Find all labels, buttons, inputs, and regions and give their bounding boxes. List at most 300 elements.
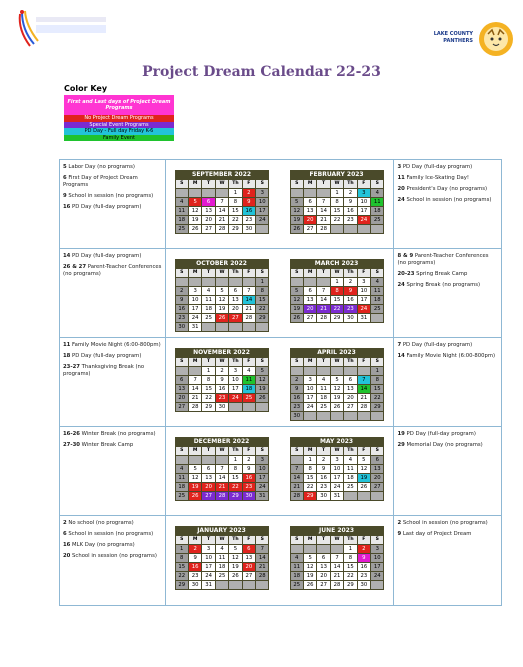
day-cell: 22 — [229, 483, 242, 492]
event-item: 11 Family Ice-Skating Day! — [397, 175, 470, 181]
weekday-header: W — [216, 358, 229, 367]
day-cell: 20 — [317, 572, 330, 581]
day-cell: 10 — [358, 287, 371, 296]
empty-day-cell — [243, 403, 256, 412]
day-cell: 27 — [344, 403, 357, 412]
empty-day-cell — [358, 367, 371, 376]
weekday-header: T — [317, 447, 330, 456]
empty-day-cell — [371, 581, 384, 590]
day-cell: 6 — [202, 198, 215, 207]
weekday-header: W — [331, 536, 344, 545]
day-cell: 11 — [243, 376, 256, 385]
event-item: 8 & 9 Parent-Teacher Conferences (no programs) — [397, 253, 489, 266]
day-cell: 28 — [189, 403, 202, 412]
table-row — [60, 160, 501, 249]
project-dream-logo — [12, 8, 112, 60]
day-cell: 24 — [189, 314, 202, 323]
day-cell: 21 — [216, 483, 229, 492]
empty-day-cell — [216, 581, 229, 590]
weekday-header: F — [243, 358, 256, 367]
empty-day-cell — [189, 456, 202, 465]
day-cell: 2 — [216, 367, 229, 376]
day-cell: 18 — [202, 305, 215, 314]
day-cell: 14 — [256, 554, 269, 563]
day-cell: 12 — [189, 474, 202, 483]
day-cell: 20 — [176, 394, 189, 403]
day-cell: 6 — [202, 465, 215, 474]
empty-day-cell — [216, 189, 229, 198]
day-cell: 18 — [344, 474, 357, 483]
day-cell: 19 — [331, 394, 344, 403]
key-first-last-days: First and Last days of Project Dream Programs — [64, 95, 174, 115]
day-cell: 31 — [189, 323, 202, 332]
day-cell: 15 — [304, 474, 317, 483]
day-cell: 18 — [317, 394, 330, 403]
month-calendar — [290, 348, 384, 421]
day-cell: 16 — [176, 305, 189, 314]
day-cell: 10 — [256, 198, 269, 207]
day-cell: 23 — [358, 572, 371, 581]
day-cell: 19 — [291, 216, 304, 225]
day-cell: 3 — [371, 545, 384, 554]
empty-day-cell — [243, 323, 256, 332]
month-calendar — [175, 348, 269, 412]
day-cell: 20 — [202, 216, 215, 225]
day-cell: 17 — [256, 207, 269, 216]
day-cell: 24 — [358, 305, 371, 314]
event-item: 27-30 Winter Break Camp — [63, 442, 134, 448]
weekday-header: F — [358, 180, 371, 189]
day-cell: 23 — [216, 394, 229, 403]
day-cell: 24 — [371, 572, 384, 581]
day-cell: 21 — [317, 216, 330, 225]
day-cell: 16 — [344, 296, 357, 305]
weekday-header: S — [176, 358, 189, 367]
day-cell: 3 — [202, 545, 215, 554]
empty-day-cell — [243, 581, 256, 590]
day-cell: 26 — [229, 572, 242, 581]
empty-day-cell — [358, 492, 371, 501]
event-item: 6 School in session (no programs) — [63, 531, 154, 537]
day-cell: 27 — [371, 483, 384, 492]
table-row — [60, 516, 501, 605]
key-family-event: Family Event — [64, 135, 174, 142]
weekday-header: M — [189, 536, 202, 545]
day-cell: 6 — [371, 456, 384, 465]
weekday-header: S — [176, 447, 189, 456]
day-cell: 22 — [331, 305, 344, 314]
empty-day-cell — [317, 412, 330, 421]
logo-line-1: LAKE COUNTY — [433, 31, 473, 37]
day-cell: 8 — [304, 465, 317, 474]
day-cell: 4 — [176, 465, 189, 474]
day-cell: 29 — [176, 581, 189, 590]
day-cell: 3 — [331, 456, 344, 465]
day-cell: 10 — [331, 465, 344, 474]
month-calendar — [290, 437, 384, 501]
day-cell: 20 — [202, 483, 215, 492]
day-cell: 15 — [256, 296, 269, 305]
day-cell: 8 — [229, 465, 242, 474]
calendar-table — [59, 159, 502, 606]
day-cell: 28 — [216, 492, 229, 501]
day-cell: 18 — [371, 207, 384, 216]
right-events — [394, 427, 501, 515]
day-cell: 11 — [371, 287, 384, 296]
day-cell: 11 — [344, 465, 357, 474]
event-item: 9 School in session (no programs) — [63, 193, 154, 199]
day-cell: 14 — [189, 385, 202, 394]
event-item: 23-27 Thanksgiving Break (no programs) — [63, 364, 145, 377]
weekday-header: Th — [229, 269, 242, 278]
day-cell: 4 — [317, 376, 330, 385]
empty-day-cell — [256, 225, 269, 234]
day-cell: 5 — [216, 287, 229, 296]
day-cell: 7 — [256, 545, 269, 554]
day-cell: 23 — [291, 403, 304, 412]
table-row — [60, 249, 501, 338]
event-item: 16-26 Winter Break (no programs) — [63, 431, 156, 437]
day-cell: 2 — [176, 287, 189, 296]
day-cell: 21 — [189, 394, 202, 403]
weekday-header: F — [358, 269, 371, 278]
day-cell: 1 — [331, 189, 344, 198]
weekday-header: W — [331, 180, 344, 189]
empty-day-cell — [331, 412, 344, 421]
empty-day-cell — [176, 278, 189, 287]
empty-day-cell — [344, 412, 357, 421]
day-cell: 15 — [202, 385, 215, 394]
empty-day-cell — [317, 278, 330, 287]
day-cell: 3 — [256, 189, 269, 198]
day-cell: 19 — [256, 385, 269, 394]
weekday-header: T — [202, 536, 215, 545]
empty-day-cell — [304, 189, 317, 198]
weekday-header: F — [243, 447, 256, 456]
day-cell: 27 — [202, 492, 215, 501]
day-cell: 1 — [256, 278, 269, 287]
day-cell: 7 — [331, 554, 344, 563]
day-cell: 23 — [243, 483, 256, 492]
day-cell: 19 — [189, 483, 202, 492]
day-cell: 7 — [291, 465, 304, 474]
day-cell: 28 — [317, 225, 330, 234]
month-name: FEBRUARY 2023 — [290, 170, 384, 179]
day-cell: 1 — [229, 456, 242, 465]
empty-day-cell — [256, 323, 269, 332]
day-cell: 1 — [371, 367, 384, 376]
day-cell: 9 — [176, 296, 189, 305]
day-cell: 22 — [202, 394, 215, 403]
day-cell: 13 — [317, 563, 330, 572]
event-item: 20 President's Day (no programs) — [397, 186, 488, 192]
day-cell: 14 — [243, 296, 256, 305]
weekday-header: S — [256, 180, 269, 189]
day-cell: 19 — [304, 572, 317, 581]
day-cell: 1 — [344, 545, 357, 554]
day-cell: 15 — [229, 207, 242, 216]
day-cell: 30 — [317, 492, 330, 501]
day-cell: 2 — [317, 456, 330, 465]
day-cell: 22 — [371, 394, 384, 403]
day-cell: 1 — [331, 278, 344, 287]
month-grid — [290, 446, 384, 501]
day-cell: 11 — [202, 296, 215, 305]
month-name: DECEMBER 2022 — [175, 437, 269, 446]
weekday-header: Th — [229, 536, 242, 545]
month-grid — [175, 179, 269, 234]
day-cell: 28 — [358, 403, 371, 412]
day-cell: 4 — [243, 367, 256, 376]
day-cell: 14 — [317, 296, 330, 305]
day-cell: 20 — [304, 305, 317, 314]
day-cell: 22 — [176, 572, 189, 581]
weekday-header: T — [202, 269, 215, 278]
day-cell: 4 — [216, 545, 229, 554]
day-cell: 6 — [304, 198, 317, 207]
day-cell: 12 — [331, 385, 344, 394]
day-cell: 13 — [176, 385, 189, 394]
day-cell: 29 — [331, 314, 344, 323]
month-grid — [290, 357, 384, 421]
event-item: 16 PD Day (full-day program) — [63, 204, 142, 210]
event-item: 24 School in session (no programs) — [397, 197, 492, 203]
empty-day-cell — [176, 367, 189, 376]
event-item: 16 MLK Day (no programs) — [63, 542, 135, 548]
lake-county-logo-text — [434, 31, 473, 45]
day-cell: 19 — [358, 474, 371, 483]
day-cell: 7 — [216, 465, 229, 474]
day-cell: 24 — [304, 403, 317, 412]
day-cell: 13 — [229, 296, 242, 305]
day-cell: 12 — [304, 563, 317, 572]
weekday-header: S — [371, 536, 384, 545]
event-item: 18 PD Day (full-day program) — [63, 353, 142, 359]
event-item: 9 Last day of Project Dream — [397, 531, 472, 537]
day-cell: 11 — [176, 474, 189, 483]
day-cell: 21 — [317, 305, 330, 314]
day-cell: 17 — [229, 385, 242, 394]
right-events — [394, 160, 501, 248]
right-events — [394, 249, 501, 337]
day-cell: 16 — [216, 385, 229, 394]
day-cell: 17 — [371, 563, 384, 572]
day-cell: 17 — [358, 207, 371, 216]
day-cell: 28 — [331, 581, 344, 590]
empty-day-cell — [291, 545, 304, 554]
day-cell: 17 — [189, 305, 202, 314]
day-cell: 12 — [256, 376, 269, 385]
weekday-header: Th — [344, 358, 357, 367]
day-cell: 26 — [189, 492, 202, 501]
event-item: 14 PD Day (full-day program) — [63, 253, 142, 259]
color-key — [64, 84, 174, 141]
empty-day-cell — [202, 278, 215, 287]
day-cell: 25 — [371, 305, 384, 314]
day-cell: 10 — [189, 296, 202, 305]
day-cell: 29 — [371, 403, 384, 412]
day-cell: 10 — [358, 198, 371, 207]
month-grid — [290, 268, 384, 323]
day-cell: 28 — [216, 225, 229, 234]
day-cell: 2 — [189, 545, 202, 554]
day-cell: 9 — [291, 385, 304, 394]
weekday-header: S — [291, 180, 304, 189]
day-cell: 4 — [344, 456, 357, 465]
day-cell: 27 — [304, 314, 317, 323]
day-cell: 20 — [243, 563, 256, 572]
empty-day-cell — [291, 189, 304, 198]
lake-county-panthers-logo — [403, 22, 513, 58]
weekday-header: T — [202, 447, 215, 456]
day-cell: 29 — [304, 492, 317, 501]
day-cell: 20 — [229, 305, 242, 314]
event-item: 29 Memorial Day (no programs) — [397, 442, 483, 448]
empty-day-cell — [216, 323, 229, 332]
day-cell: 27 — [176, 403, 189, 412]
day-cell: 24 — [229, 394, 242, 403]
day-cell: 20 — [344, 394, 357, 403]
day-cell: 30 — [358, 581, 371, 590]
day-cell: 11 — [291, 563, 304, 572]
empty-day-cell — [358, 225, 371, 234]
day-cell: 1 — [304, 456, 317, 465]
day-cell: 25 — [344, 483, 357, 492]
weekday-header: M — [189, 358, 202, 367]
day-cell: 15 — [331, 207, 344, 216]
day-cell: 26 — [291, 314, 304, 323]
day-cell: 15 — [176, 563, 189, 572]
day-cell: 14 — [291, 474, 304, 483]
day-cell: 22 — [344, 572, 357, 581]
weekday-header: F — [243, 269, 256, 278]
day-cell: 17 — [304, 394, 317, 403]
weekday-header: M — [304, 269, 317, 278]
day-cell: 1 — [176, 545, 189, 554]
day-cell: 28 — [317, 314, 330, 323]
key-pd-day: PD Day - Full day Friday K-6 — [64, 128, 174, 135]
month-name: NOVEMBER 2022 — [175, 348, 269, 357]
day-cell: 9 — [317, 465, 330, 474]
day-cell: 31 — [358, 314, 371, 323]
empty-day-cell — [229, 581, 242, 590]
day-cell: 5 — [189, 465, 202, 474]
day-cell: 9 — [344, 287, 357, 296]
weekday-header: M — [189, 269, 202, 278]
day-cell: 1 — [229, 189, 242, 198]
weekday-header: S — [176, 269, 189, 278]
weekday-header: S — [371, 447, 384, 456]
calendars-cell — [166, 249, 395, 337]
day-cell: 19 — [189, 216, 202, 225]
empty-day-cell — [291, 456, 304, 465]
empty-day-cell — [371, 412, 384, 421]
day-cell: 31 — [202, 581, 215, 590]
month-name: JUNE 2023 — [290, 526, 384, 535]
day-cell: 3 — [358, 189, 371, 198]
day-cell: 26 — [358, 483, 371, 492]
event-item: 11 Family Movie Night (6:00-800pm) — [63, 342, 161, 348]
day-cell: 10 — [304, 385, 317, 394]
weekday-header: S — [371, 180, 384, 189]
day-cell: 23 — [344, 216, 357, 225]
day-cell: 28 — [243, 314, 256, 323]
day-cell: 7 — [317, 198, 330, 207]
left-events — [60, 338, 166, 426]
day-cell: 18 — [216, 563, 229, 572]
day-cell: 25 — [317, 403, 330, 412]
day-cell: 6 — [304, 287, 317, 296]
day-cell: 16 — [243, 474, 256, 483]
day-cell: 20 — [304, 216, 317, 225]
day-cell: 10 — [256, 465, 269, 474]
day-cell: 17 — [256, 474, 269, 483]
day-cell: 12 — [189, 207, 202, 216]
event-item: 2 No school (no programs) — [63, 520, 134, 526]
day-cell: 30 — [189, 581, 202, 590]
day-cell: 28 — [256, 572, 269, 581]
day-cell: 24 — [358, 216, 371, 225]
day-cell: 9 — [344, 198, 357, 207]
event-item: 3 PD Day (full-day program) — [397, 164, 473, 170]
day-cell: 2 — [243, 189, 256, 198]
weekday-header: T — [317, 358, 330, 367]
event-item: 26 & 27 Parent-Teacher Conferences (no programs) — [63, 264, 162, 277]
empty-day-cell — [331, 225, 344, 234]
weekday-header: M — [304, 536, 317, 545]
month-name: APRIL 2023 — [290, 348, 384, 357]
day-cell: 23 — [176, 314, 189, 323]
day-cell: 3 — [304, 376, 317, 385]
color-key-title: Color Key — [64, 84, 108, 93]
panther-badge-icon — [479, 22, 513, 56]
weekday-header: T — [317, 269, 330, 278]
weekday-header: S — [291, 536, 304, 545]
empty-day-cell — [229, 323, 242, 332]
weekday-header: T — [317, 180, 330, 189]
day-cell: 25 — [176, 492, 189, 501]
day-cell: 13 — [304, 296, 317, 305]
empty-day-cell — [358, 412, 371, 421]
weekday-header: S — [291, 447, 304, 456]
day-cell: 6 — [344, 376, 357, 385]
left-events — [60, 427, 166, 515]
day-cell: 13 — [202, 474, 215, 483]
month-calendar — [290, 259, 384, 323]
day-cell: 10 — [371, 554, 384, 563]
empty-day-cell — [317, 545, 330, 554]
empty-day-cell — [229, 278, 242, 287]
page-title: Project Dream Calendar 22-23 — [142, 64, 381, 80]
day-cell: 5 — [291, 198, 304, 207]
empty-day-cell — [216, 278, 229, 287]
day-cell: 26 — [331, 403, 344, 412]
calendars-cell — [166, 160, 395, 248]
day-cell: 4 — [202, 287, 215, 296]
day-cell: 12 — [229, 554, 242, 563]
day-cell: 27 — [304, 225, 317, 234]
day-cell: 9 — [216, 376, 229, 385]
weekday-header: M — [304, 447, 317, 456]
empty-day-cell — [331, 367, 344, 376]
weekday-header: S — [256, 358, 269, 367]
day-cell: 26 — [256, 394, 269, 403]
weekday-header: S — [371, 358, 384, 367]
empty-day-cell — [189, 367, 202, 376]
right-events — [394, 516, 501, 605]
day-cell: 11 — [216, 554, 229, 563]
day-cell: 11 — [317, 385, 330, 394]
